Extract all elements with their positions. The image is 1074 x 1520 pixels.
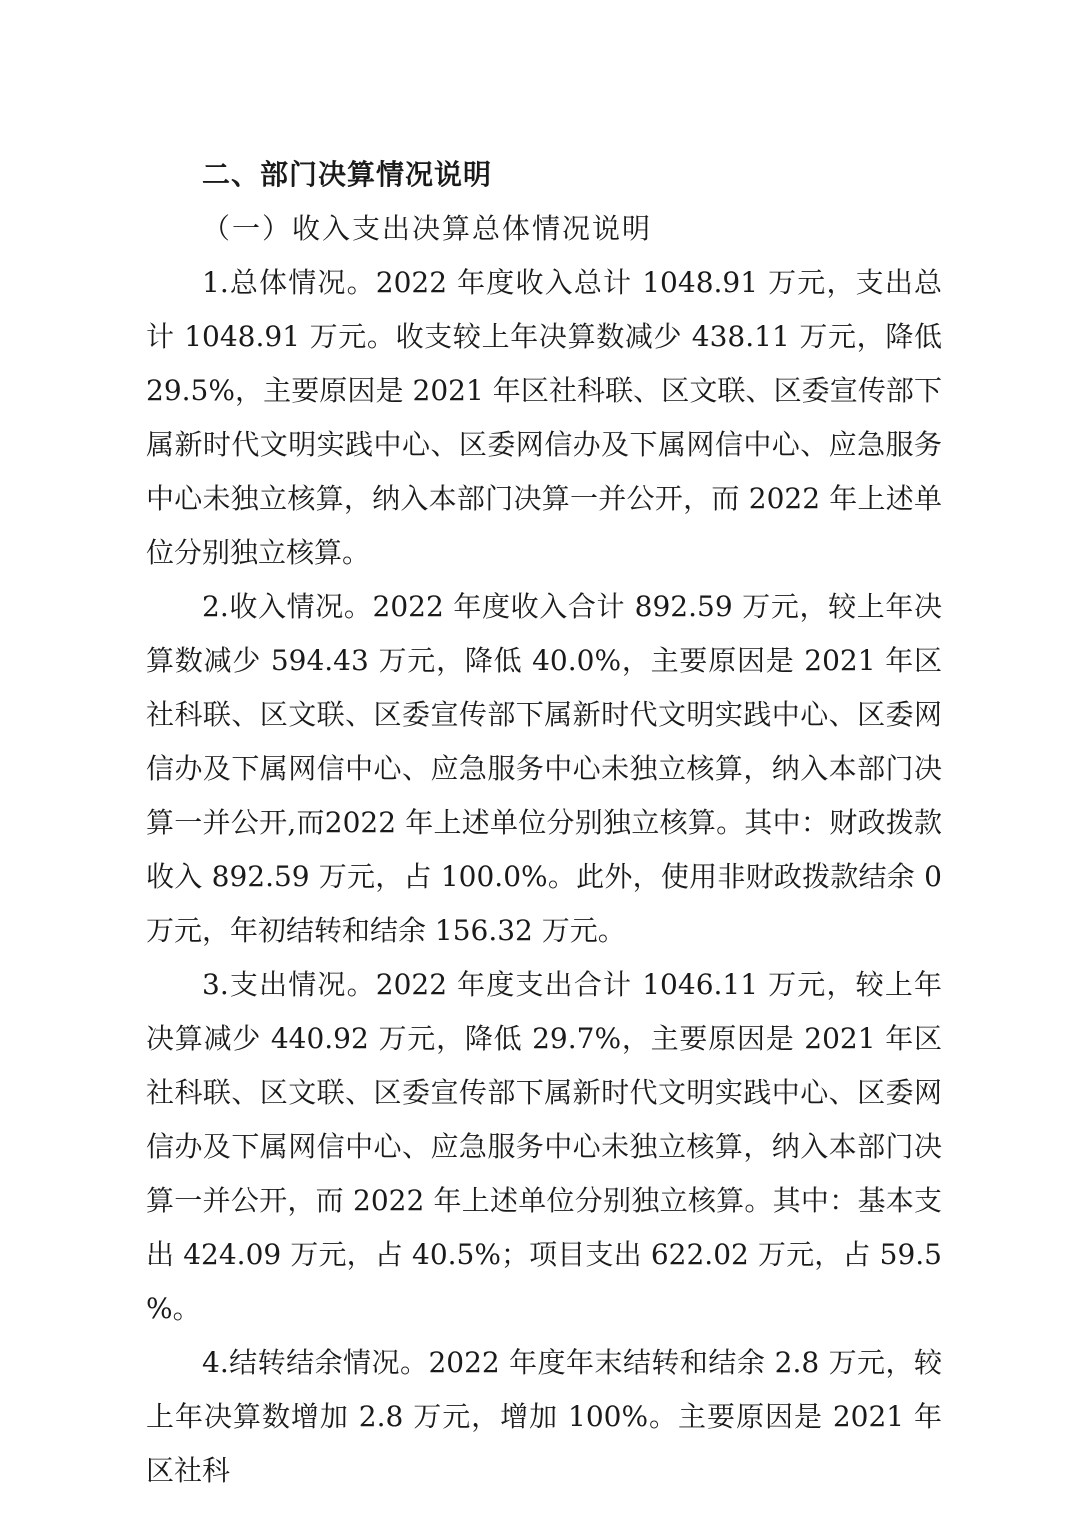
document-body [146,148,942,1498]
paragraph-expenditure: 3.支出情况。2022 年度支出合计 1046.11 万元，较上年决算减少 440.92 万元，降低 29.7%，主要原因是 2021 年区社科联、区文联、区委宣传部下属新时代文明实践中心、区委网信办及下属网信中心、应急服务中心未独立核算，纳入本部门决算一并公开，而 2022 年上述单位分别独立核算。其中：基本支出 424.09 万元，占 40.5%；项目支出 622.02 万元，占 59.5%。 [146,968,942,1325]
subsection-heading: （一）收入支出决算总体情况说明 [202,212,653,245]
paragraph-overall: 1.总体情况。2022 年度收入总计 1048.91 万元，支出总计 1048.91 万元。收支较上年决算数减少 438.11 万元，降低 29.5%，主要原因是 2021 年区社科联、区文联、区委宣传部下属新时代文明实践中心、区委网信办及下属网信中心、应急服务中心未独立核算，纳入本部门决算一并公开，而 2022 年上述单位分别独立核算。 [146,266,942,569]
paragraph-income: 2.收入情况。2022 年度收入合计 892.59 万元，较上年决算数减少 594.43 万元，降低 40.0%，主要原因是 2021 年区社科联、区文联、区委宣传部下属新时代文明实践中心、区委网信办及下属网信中心、应急服务中心未独立核算，纳入本部门决算一并公开,而2022 年上述单位分别独立核算。其中：财政拨款收入 892.59 万元，占 100.0%。此外，使用非财政拨款结余 0 万元，年初结转和结余 156.32 万元。 [146,590,942,947]
paragraph-carryover: 4.结转结余情况。2022 年度年末结转和结余 2.8 万元，较上年决算数增加 2.8 万元，增加 100%。主要原因是 2021 年区社科 [146,1346,942,1487]
section-heading: 二、部门决算情况说明 [202,158,493,191]
